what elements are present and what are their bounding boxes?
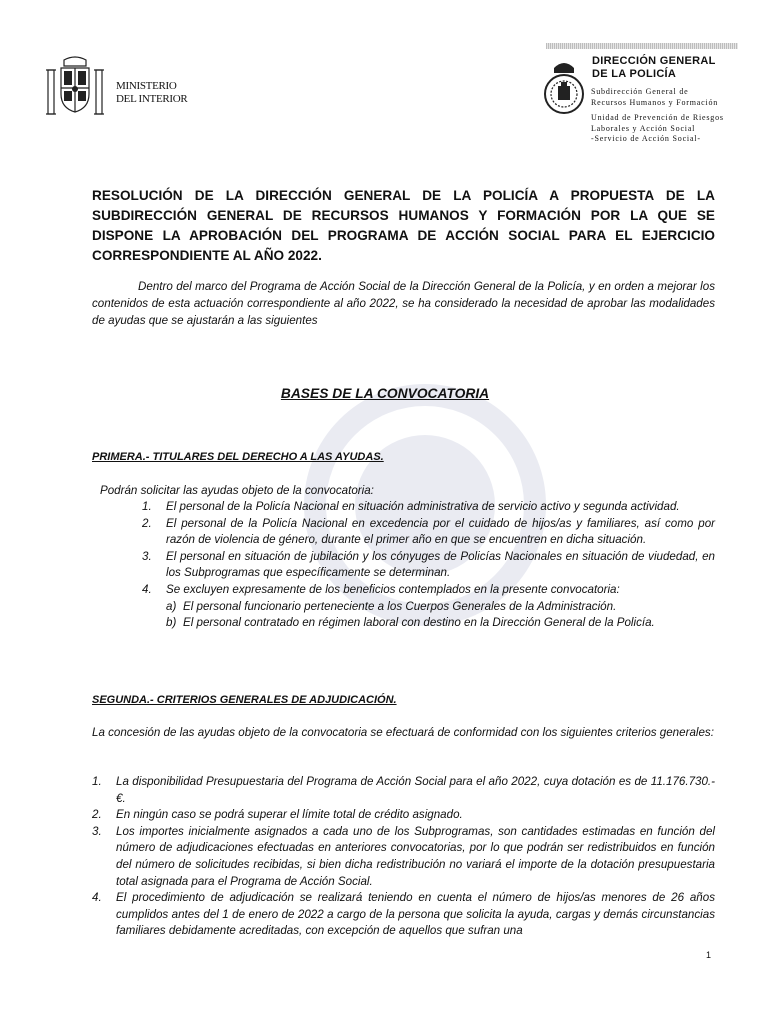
item-number: 1.: [142, 500, 152, 513]
list-item: [92, 824, 715, 890]
police-badge-icon: [542, 58, 586, 120]
list-item: [142, 516, 715, 549]
item-text: Se excluyen expresamente de los beneficios contemplados en la presente convocatoria:: [166, 582, 620, 596]
list-item: [92, 890, 715, 940]
item-text: La disponibilidad Presupuestaria del Programa de Acción Social para el año 2022, cuya dotación es de 11.176.730.- €.: [116, 775, 715, 805]
item-number: 4.: [92, 891, 102, 905]
section-primera-heading: PRIMERA.- TITULARES DEL DERECHO A LAS AYUDAS.: [92, 451, 384, 463]
intro-paragraph: Dentro del marco del Programa de Acción Social de la Dirección General de la Policía, y en orden a mejorar los contenidos de esta actuación correspondiente al año 2022, se ha considerado la necesidad de aprobar las modalidades de ayudas que se ajustarán a las siguientes: [92, 280, 715, 327]
subitem-letter: a): [166, 599, 177, 613]
subitem-text: El personal funcionario perteneciente a los Cuerpos Generales de la Administración.: [183, 599, 617, 613]
unit-line1: Unidad de Prevención de Riesgos: [591, 113, 724, 122]
section-segunda-heading: SEGUNDA.- CRITERIOS GENERALES DE ADJUDICACIÓN.: [92, 694, 397, 706]
list-item: [142, 499, 715, 516]
list-item: [92, 807, 715, 824]
unit-name: [591, 113, 724, 145]
item-number: 1.: [92, 775, 102, 788]
subdirectorate: [591, 87, 718, 108]
section-primera-lead: Podrán solicitar las ayudas objeto de la convocatoria:: [100, 484, 374, 497]
item-number: 2.: [92, 808, 102, 822]
directorate-line2: DE LA POLICÍA: [592, 68, 677, 80]
directorate-title: [592, 55, 716, 81]
item-number: 3.: [92, 824, 102, 838]
item-text: El procedimiento de adjudicación se realizará teniendo en cuenta el número de hijos/as menores de 26 años cumplidos antes del 1 de enero de 2022 a cargo de la persona que solicita la ayuda, cargas y demás circunstancias familiares debidamente acreditadas, con excepción de aquellos que sufran una: [116, 891, 715, 938]
item-text: Los importes inicialmente asignados a cada uno de los Subprogramas, son cantidades estimadas en función del número de adjudicaciones efectuadas en anteriores convocatorias, por lo que podrán ser redistribuidos en función del número de solicitudes recibidas, si bien dicha redistribución no variará el importe de la dotación presupuestaria total asignada para el Programa de Acción Social.: [116, 824, 715, 888]
primera-list: [142, 499, 715, 632]
list-item: [92, 774, 715, 807]
section-segunda-lead: La concesión de las ayudas objeto de la convocatoria se efectuará de conformidad con los siguientes criterios generales:: [92, 726, 714, 739]
item-number: 2.: [142, 516, 152, 530]
segunda-list: [92, 774, 715, 940]
unit-line2: Laborales y Acción Social: [591, 123, 696, 133]
ministry-name: [116, 80, 187, 106]
page-number: 1: [706, 950, 712, 960]
resolution-title: RESOLUCIÓN DE LA DIRECCIÓN GENERAL DE LA POLICÍA A PROPUESTA DE LA SUBDIRECCIÓN GENERAL DE RECURSOS HUMANOS Y FORMACIÓN POR LA QUE SE DISPONE LA APROBACIÓN DEL PROGRAMA DE ACCIÓN SOCIAL PARA EL EJERCICIO CORRESPONDIENTE AL AÑO 2022.: [92, 188, 715, 263]
subitem-text: El personal contratado en régimen laboral con destino en la Dirección General de la Policía.: [183, 616, 655, 630]
subdirectorate-line2: Recursos Humanos y Formación: [591, 97, 719, 107]
list-item: [142, 549, 715, 582]
item-text: El personal de la Policía Nacional en situación administrativa de servicio activo y segunda actividad.: [166, 500, 680, 513]
bases-heading: BASES DE LA CONVOCATORIA: [280, 386, 490, 401]
item-number: 4.: [142, 582, 152, 596]
sublist-item: [166, 599, 715, 616]
coat-of-arms-icon: [44, 56, 106, 124]
item-number: 3.: [142, 549, 152, 563]
directorate-line1: DIRECCIÓN GENERAL: [592, 55, 716, 67]
subitem-letter: b): [166, 616, 177, 630]
header-rule: [546, 43, 738, 49]
list-item: [142, 582, 715, 599]
item-text: En ningún caso se podrá superar el límite total de crédito asignado.: [116, 808, 463, 822]
ministry-line2: DEL INTERIOR: [116, 93, 188, 105]
sublist-item: [166, 615, 715, 632]
item-text: El personal en situación de jubilación y los cónyuges de Policías Nacionales en situación de viudedad, en los Subprogramas que específicamente se determinan.: [166, 549, 715, 580]
subdirectorate-line1: Subdirección General de: [591, 87, 689, 96]
unit-line3: -Servicio de Acción Social-: [591, 134, 701, 143]
item-text: El personal de la Policía Nacional en excedencia por el cuidado de hijos/as y familiares, así como por razón de violencia de género, durante el primer año en que se encuentren en dicha situación.: [166, 516, 715, 547]
ministry-line1: MINISTERIO: [116, 80, 177, 92]
sublist: [142, 599, 715, 632]
